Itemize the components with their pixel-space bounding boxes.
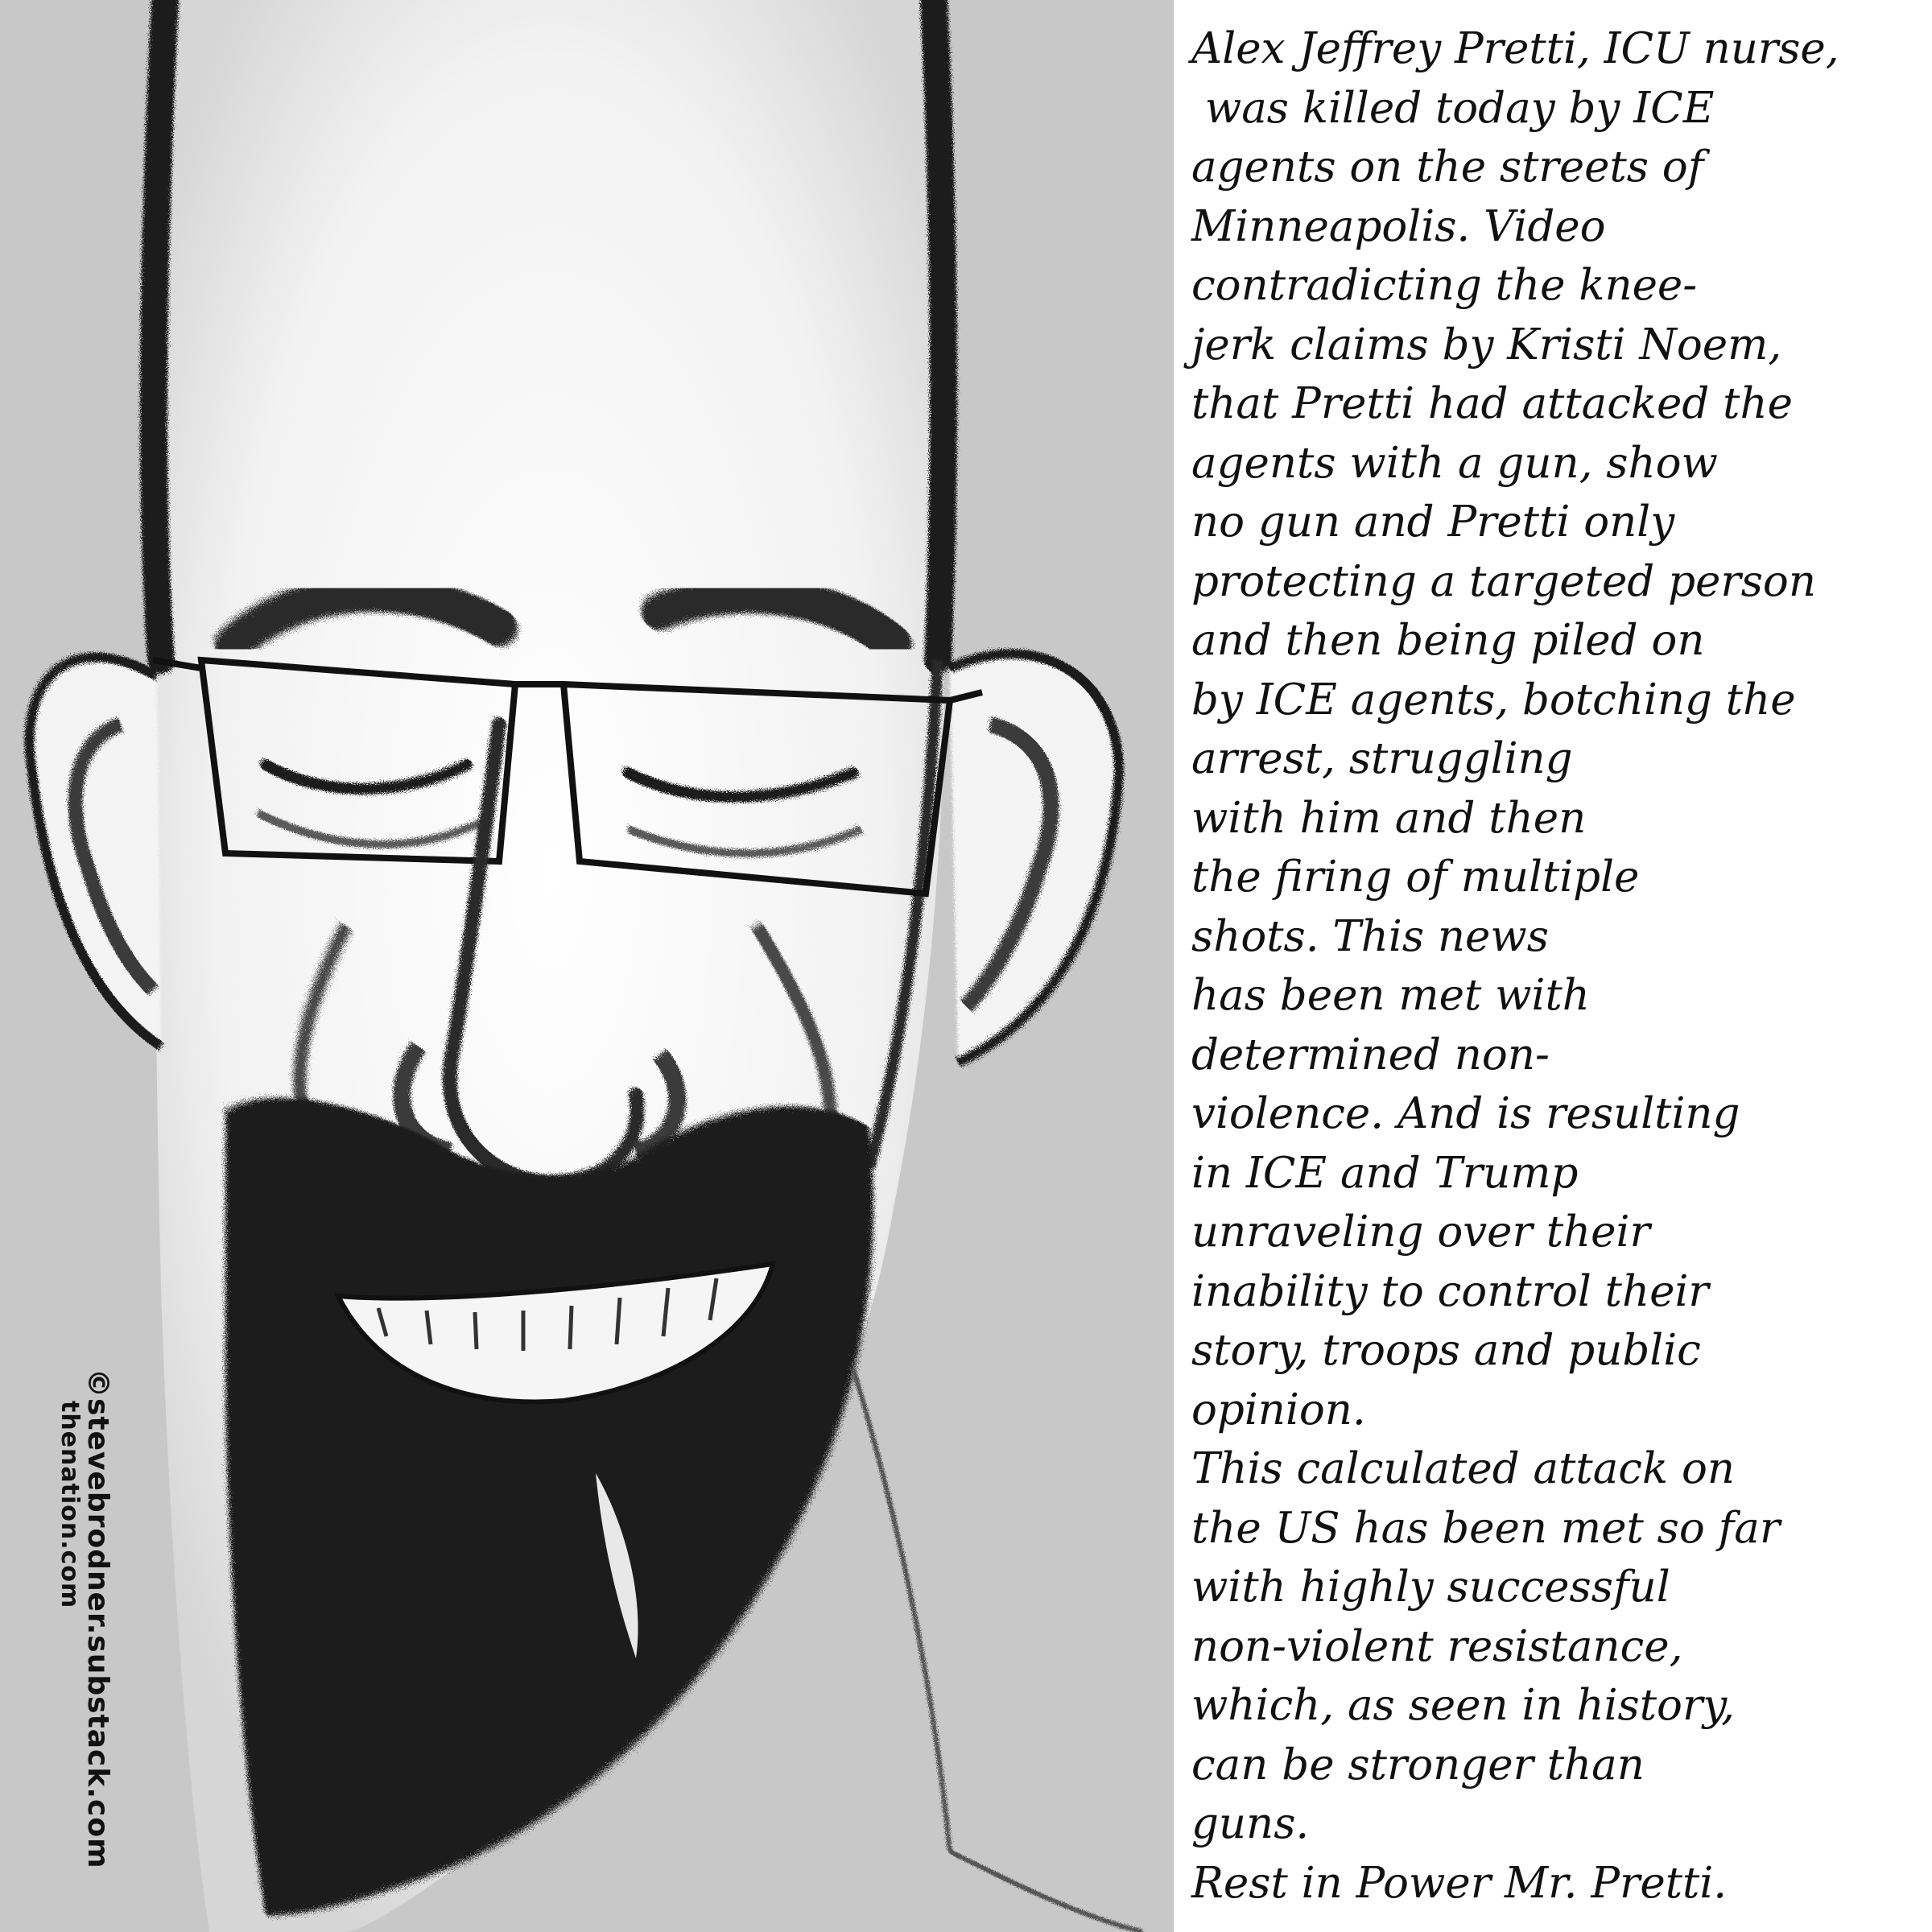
article-line: contradicting the knee- [1191, 261, 1698, 310]
article-line: violence. And is resulting [1191, 1089, 1740, 1138]
beard [225, 1098, 873, 1916]
article-line: agents with a gun, show [1191, 438, 1718, 488]
ear-right [950, 654, 1119, 1063]
article-line: story, troops and public [1191, 1326, 1701, 1375]
article-line: Rest in Power Mr. Pretti. [1191, 1858, 1728, 1908]
article-line: with him and then [1191, 793, 1587, 843]
article-line: inability to control their [1191, 1266, 1709, 1316]
article-line: was killed today by ICE [1191, 83, 1715, 133]
article-line: no gun and Pretti only [1191, 497, 1675, 547]
article-line: that Pretti had attacked the [1191, 379, 1793, 428]
artist-credit [24, 1368, 113, 1932]
article-line: shots. This news [1191, 911, 1549, 961]
article-line: in ICE and Trump [1191, 1148, 1579, 1198]
article-line: jerk claims by Kristi Noem, [1191, 320, 1782, 369]
article-line: agents on the streets of [1191, 142, 1704, 192]
article-line: This calculated attack on [1191, 1444, 1735, 1493]
article-line: can be stronger than [1191, 1740, 1645, 1790]
collar-lines [853, 1368, 1143, 1932]
article-line: Alex Jeffrey Pretti, ICU nurse, [1191, 24, 1839, 73]
credit-substack-url: ©stevebrodner.substack.com [81, 1368, 114, 1869]
article-line: with highly successful [1191, 1563, 1670, 1612]
ear-left [30, 657, 161, 1046]
article-line: the US has been met so far [1191, 1503, 1781, 1553]
text-panel [1174, 0, 1932, 1932]
article-line: by ICE agents, botching the [1191, 675, 1796, 724]
article-line: arrest, struggling [1191, 734, 1573, 783]
article-line: non-violent resistance, [1191, 1621, 1683, 1671]
article-line: has been met with [1191, 971, 1590, 1020]
article-line: Minneapolis. Video [1191, 201, 1606, 251]
article-line: unraveling over their [1191, 1208, 1650, 1257]
article-line: guns. [1191, 1799, 1310, 1848]
credit-publication: thenation.com [56, 1401, 85, 1609]
article-line: the firing of multiple [1191, 852, 1640, 902]
article-line: opinion. [1191, 1385, 1366, 1435]
article-line: protecting a targeted person [1191, 556, 1816, 606]
article-line: which, as seen in history, [1191, 1681, 1736, 1730]
article-text [1191, 19, 1916, 1913]
article-line: determined non- [1191, 1030, 1550, 1080]
article-line: and then being piled on [1191, 616, 1705, 665]
